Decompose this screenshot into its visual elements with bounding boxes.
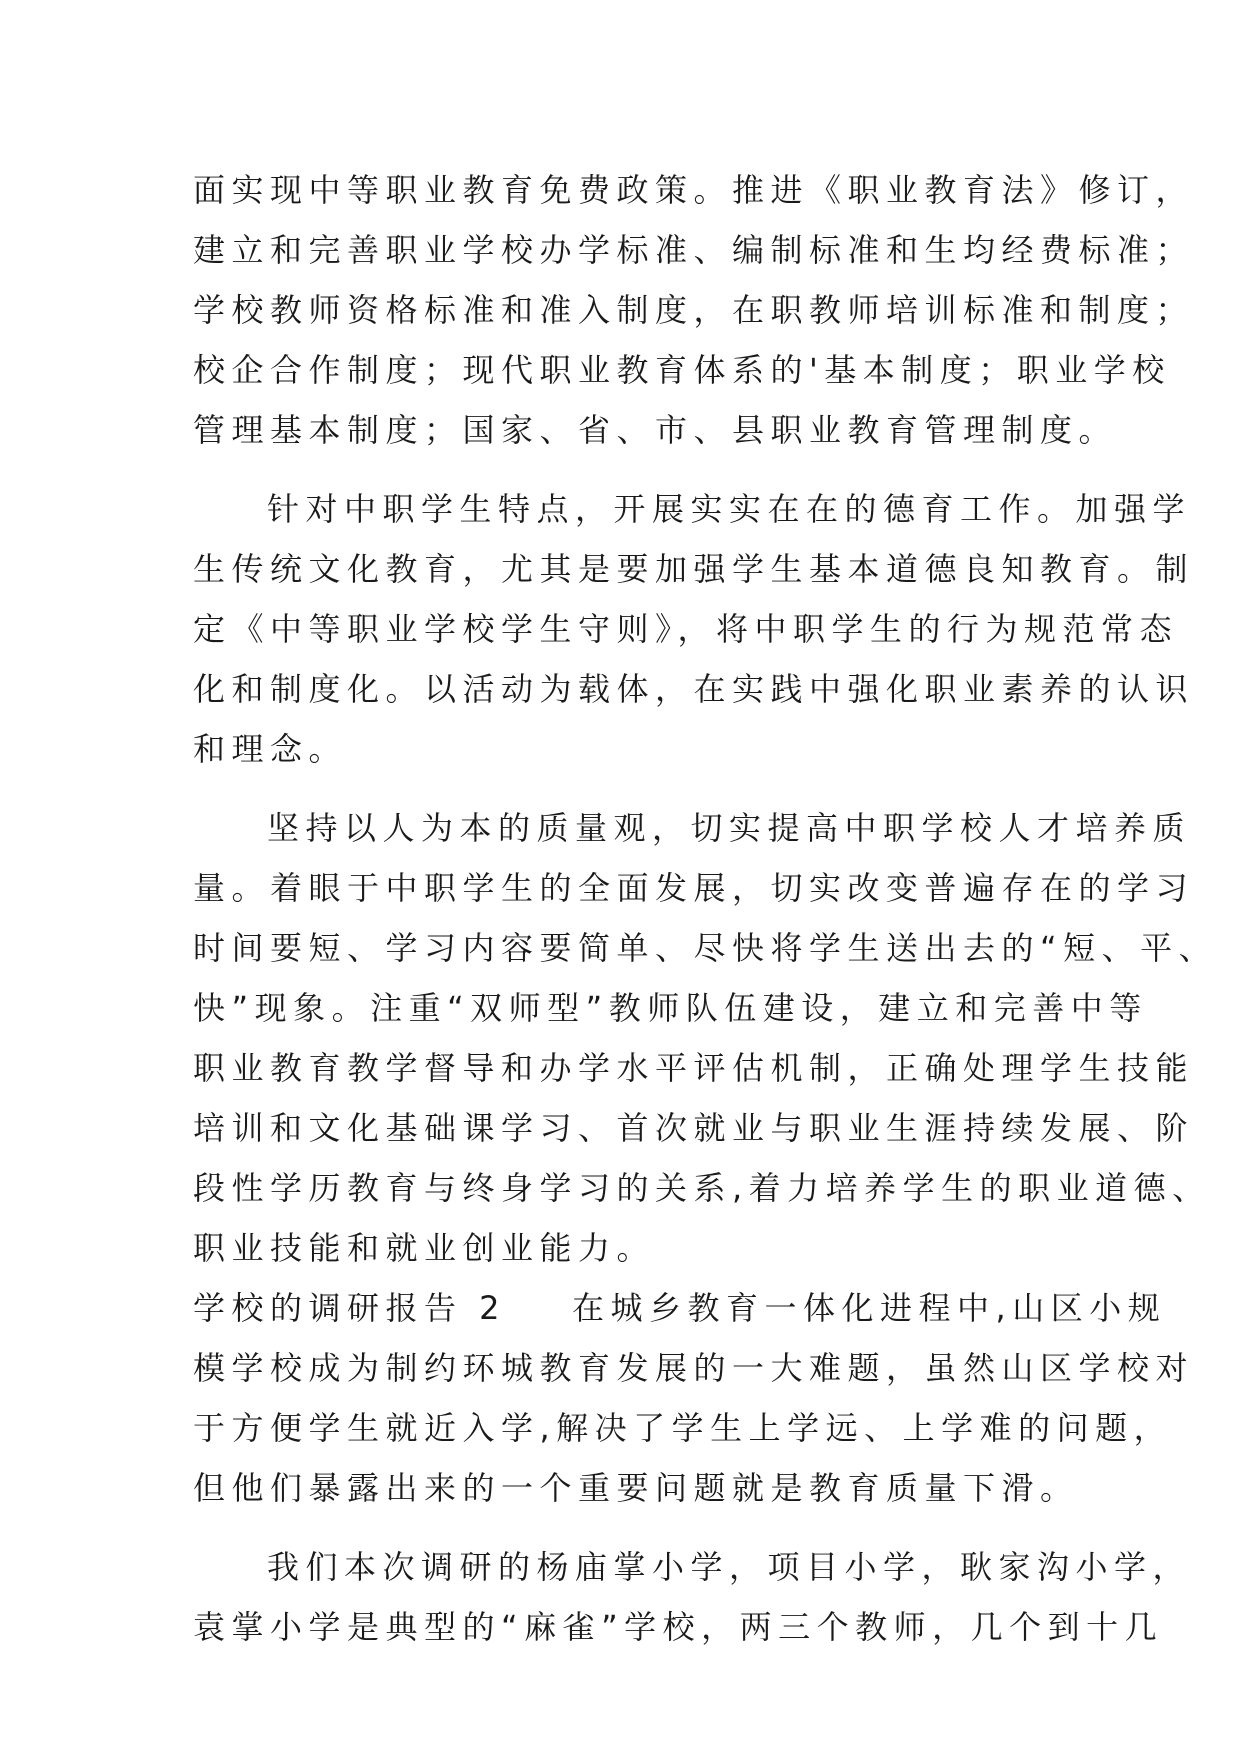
text-line: 职业教育教学督导和办学水平评估机制，正确处理学生技能 <box>193 1049 1195 1087</box>
text-line: 面实现中等职业教育免费政策。推进《职业教育法》修订， <box>193 171 1195 209</box>
text-line: 校企合作制度；现代职业教育体系的'基本制度；职业学校 <box>193 351 1171 389</box>
text-line: 袁掌小学是典型的“麻雀”学校，两三个教师，几个到十几 <box>193 1608 1164 1646</box>
section-title: 学校的调研报告 2 <box>193 1289 507 1327</box>
text-line: 快”现象。注重“双师型”教师队伍建设，建立和完善中等 <box>193 989 1148 1027</box>
text-line: 于方便学生就近入学,解决了学生上学远、上学难的问题， <box>193 1409 1173 1447</box>
text-line: 化和制度化。以活动为载体，在实践中强化职业素养的认识 <box>193 670 1195 708</box>
text-line: 建立和完善职业学校办学标准、编制标准和生均经费标准； <box>193 231 1195 269</box>
text-line: 和理念。 <box>193 730 348 768</box>
text-line: 培训和文化基础课学习、首次就业与职业生涯持续发展、阶 <box>193 1109 1195 1147</box>
text-line: 量。着眼于中职学生的全面发展，切实改变普遍存在的学习 <box>193 869 1195 907</box>
text-line: 管理基本制度；国家、省、市、县职业教育管理制度。 <box>193 411 1118 449</box>
paragraph-1 <box>193 160 1195 460</box>
text-line: 生传统文化教育，尤其是要加强学生基本道德良知教育。制 <box>193 550 1195 588</box>
text-line: 时间要短、学习内容要简单、尽快将学生送出去的“短、平、 <box>193 929 1218 967</box>
text-line: 在城乡教育一体化进程中,山区小规 <box>572 1289 1167 1327</box>
text-line: 职业技能和就业创业能力。 <box>193 1229 656 1267</box>
text-line: 坚持以人为本的质量观，切实提高中职学校人才培养质 <box>267 809 1192 847</box>
text-line: 段性学历教育与终身学习的关系,着力培养学生的职业道德、 <box>193 1169 1211 1207</box>
text-line: 定《中等职业学校学生守则》，将中职学生的行为规范常态 <box>193 610 1179 648</box>
paragraph-4 <box>193 1537 1192 1657</box>
paragraph-2 <box>193 479 1195 779</box>
section-title-line <box>193 1278 1167 1338</box>
section-report-2 <box>193 1278 1195 1518</box>
text-line: 针对中职学生特点，开展实实在在的德育工作。加强学 <box>267 490 1192 528</box>
text-line: 模学校成为制约环城教育发展的一大难题，虽然山区学校对 <box>193 1349 1195 1387</box>
text-line: 学校教师资格标准和准入制度，在职教师培训标准和制度； <box>193 291 1195 329</box>
text-line: 但他们暴露出来的一个重要问题就是教育质量下滑。 <box>193 1469 1079 1507</box>
text-line: 我们本次调研的杨庙掌小学，项目小学，耿家沟小学， <box>267 1548 1192 1586</box>
document-body <box>193 160 1218 1657</box>
paragraph-3 <box>193 798 1218 1278</box>
